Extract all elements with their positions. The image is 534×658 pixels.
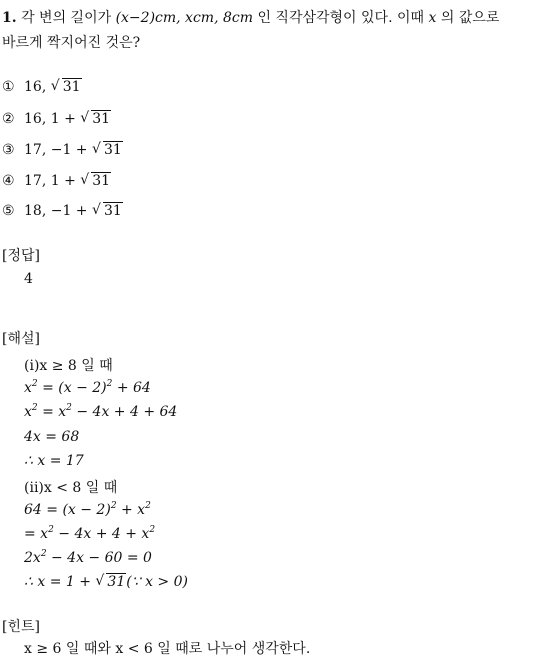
choice-2[interactable]: [2, 111, 111, 127]
solution-case2-head: (ii)x < 8 일 때: [24, 480, 118, 496]
solution-case2-eq2: = $x^2 - 4x + 4 + x^2$: [24, 525, 156, 542]
choice-mark: ⑤: [2, 203, 15, 219]
choice-mark: ④: [2, 173, 15, 189]
choice-radicand: 31: [103, 203, 122, 219]
hint-label: [힌트]: [2, 619, 40, 635]
solution-label: [해설]: [2, 331, 40, 347]
choice-prefix: 16,: [24, 79, 51, 95]
choice-prefix: 17, 1 +: [24, 173, 81, 189]
solution-case1-eq2: $x^2 = x^2 - 4x + 4 + 64$: [24, 403, 178, 420]
choice-3[interactable]: [2, 142, 123, 158]
solution-case2-eq3: $2x^2 - 4x - 60 = 0$: [24, 549, 152, 566]
choice-prefix: 18, −1 +: [24, 203, 92, 219]
question-text-part3: 의 값으로: [440, 10, 500, 26]
choice-radicand: 31: [92, 111, 111, 127]
sqrt-symbol: √ 31: [80, 172, 111, 189]
choice-prefix: 16, 1 +: [24, 111, 81, 127]
question-text-part1: 각 변의 길이가: [21, 10, 112, 26]
question-number: 1.: [2, 10, 17, 26]
sqrt-symbol: √ 31: [95, 573, 126, 590]
choice-radicand: 31: [92, 173, 111, 189]
sqrt-symbol: √ 31: [91, 141, 122, 158]
choice-5[interactable]: [2, 203, 123, 219]
solution-case2-eq4: ∴ x = 1 + √ 31(∵ x > 0): [24, 573, 188, 590]
solution-case1-head: (i)x ≥ 8 일 때: [24, 358, 113, 374]
solution-case1-eq1: $x^2 = (x - 2)^2 + 64$: [24, 379, 151, 396]
choice-mark: ②: [2, 111, 15, 127]
choice-mark: ③: [2, 142, 15, 158]
question-line2: 바르게 짝지어진 것은?: [2, 35, 141, 51]
sqrt-symbol: √ 31: [50, 78, 81, 95]
answer-label: [정답]: [2, 248, 40, 264]
question-math-x: x: [428, 10, 437, 26]
sqrt-symbol: √ 31: [80, 110, 111, 127]
solution-case2-eq1: $64 = (x - 2)^2 + x^2$: [24, 501, 151, 518]
question-math-sides: (x−2)cm, xcm, 8cm: [115, 10, 253, 26]
choice-radicand: 31: [62, 79, 81, 95]
solution-case1-eq3: 4x = 68: [24, 429, 80, 445]
solution-case1-eq4: ∴ x = 17: [24, 453, 84, 469]
choice-prefix: 17, −1 +: [24, 142, 92, 158]
choice-mark: ①: [2, 79, 15, 95]
choice-1[interactable]: [2, 79, 82, 95]
question-text-part2: 인 직각삼각형이 있다. 이때: [257, 10, 425, 26]
answer-value: 4: [24, 271, 33, 287]
hint-text: x ≥ 6 일 때와 x < 6 일 때로 나누어 생각한다.: [24, 641, 311, 657]
sqrt-symbol: √ 31: [91, 202, 122, 219]
choice-4[interactable]: [2, 173, 111, 189]
question-text: [2, 6, 530, 56]
choice-radicand: 31: [103, 142, 122, 158]
